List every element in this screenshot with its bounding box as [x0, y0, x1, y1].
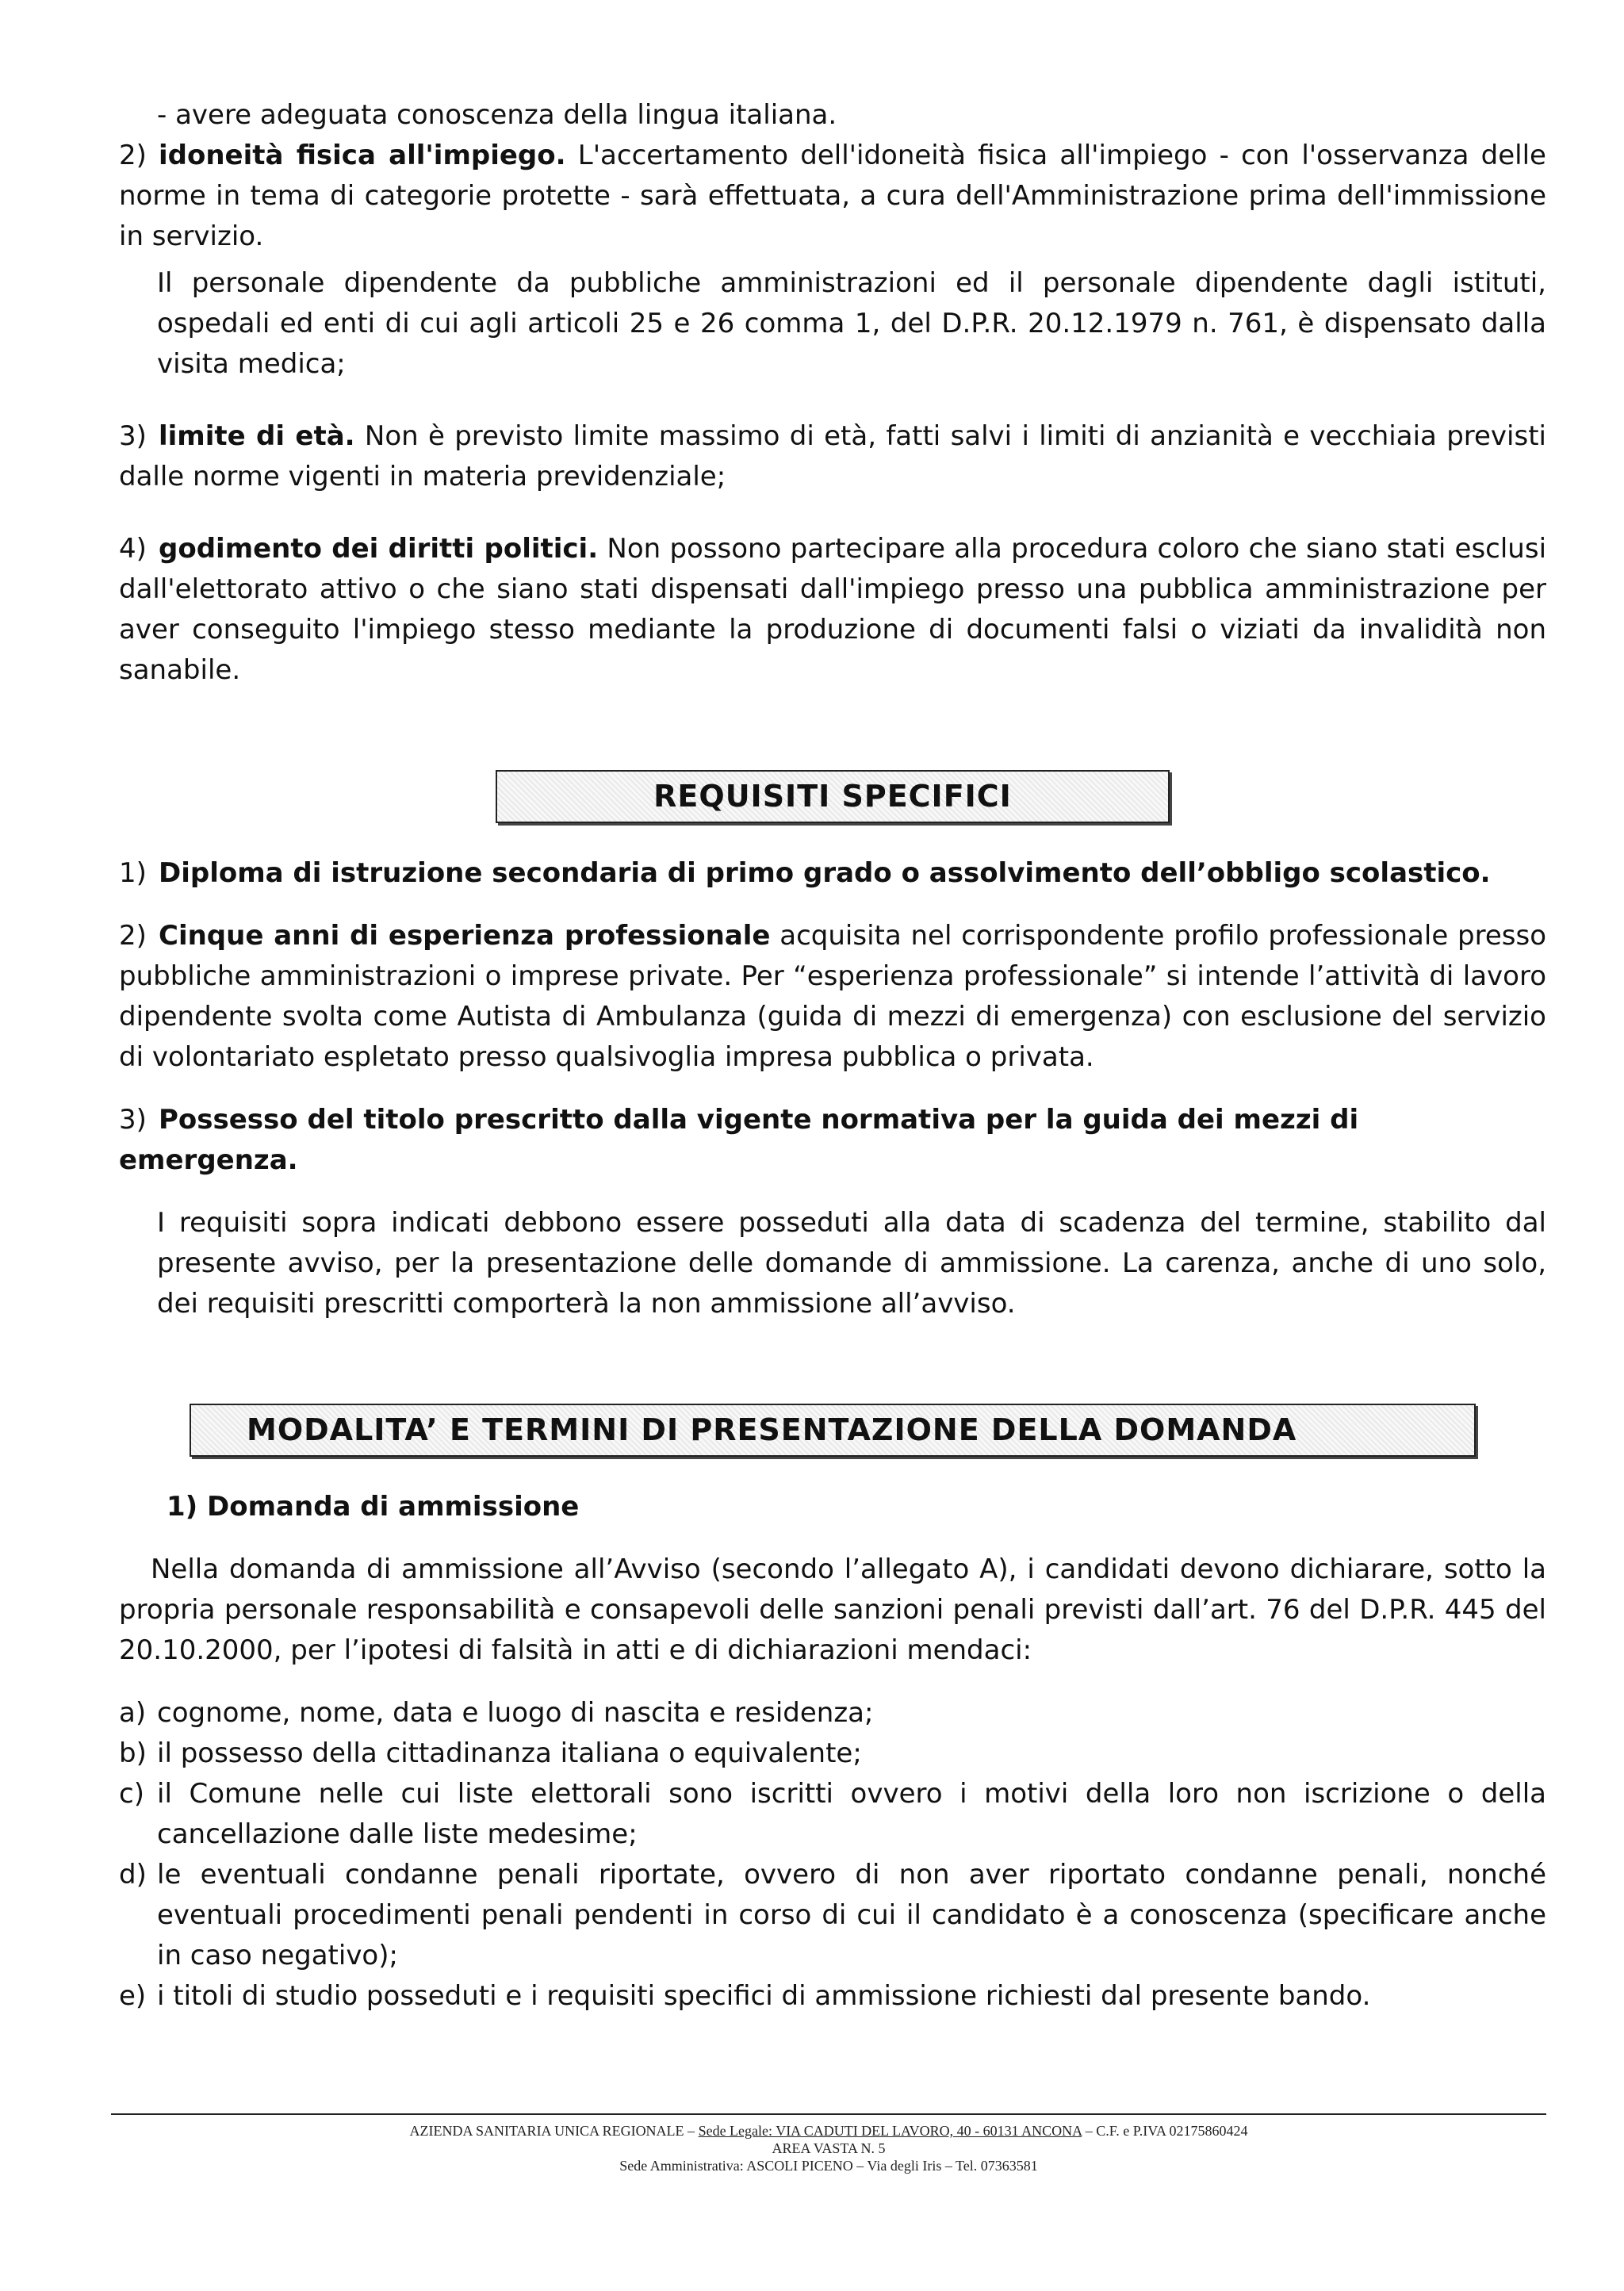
- specific-item-1: [119, 853, 1546, 894]
- item-text: L'accertamento dell'idoneità fisica all'impiego - con l'osservanza delle norme in tema di categorie protette - sarà effettuata, a cura dell'Amministrazione prima dell'immissione in servizio.: [119, 140, 1546, 252]
- footer-line-3: Sede Amministrativa: ASCOLI PICENO – Via degli Iris – Tel. 07363581: [619, 2158, 1038, 2174]
- general-item-3: [119, 416, 1546, 497]
- footer-legal-address: Sede Legale: VIA CADUTI DEL LAVORO, 40 - 60131 ANCONA: [698, 2123, 1082, 2139]
- item-title: limite di età.: [159, 420, 355, 452]
- list-item-label: c): [119, 1778, 144, 1810]
- list-item: [119, 1693, 1546, 1734]
- general-item-2: [119, 136, 1546, 257]
- domanda-intro: Nella domanda di ammissione all’Avviso (secondo l’allegato A), i candidati devono dichiarare, sotto la propria personale responsabilità e consapevoli delle sanzioni penali previsti dall’art. 76 del D.P.R. 445 del 20.10.2000, per l’ipotesi di falsità in atti e di dichiarazioni mendaci:: [119, 1554, 1546, 1666]
- section-banner-requisiti-specifici: REQUISITI SPECIFICI: [496, 770, 1170, 823]
- footer-line-1: [111, 2122, 1546, 2140]
- list-item-text: i titoli di studio posseduti e i requisiti specifici di ammissione richiesti dal presente bando.: [157, 1980, 1371, 2012]
- requisiti-note: I requisiti sopra indicati debbono essere posseduti alla data di scadenza del termine, stabilito dal presente avviso, per la presentazione delle domande di ammissione. La carenza, anche di uno solo, dei requisiti prescritti comporterà la non ammissione all’avviso.: [157, 1207, 1546, 1320]
- item-title: godimento dei diritti politici.: [159, 533, 599, 565]
- footer-org: AZIENDA SANITARIA UNICA REGIONALE –: [409, 2123, 699, 2139]
- list-item-text: le eventuali condanne penali riportate, ovvero di non aver riportato condanne penali, nonché eventuali procedimenti penali pendenti in corso di cui il candidato è a conoscenza (specificare anche in caso negativo);: [157, 1859, 1546, 1971]
- banner-modalita-wrap: [119, 1404, 1546, 1457]
- footer-line-2: AREA VASTA N. 5: [772, 2140, 886, 2156]
- list-item-text: il possesso della cittadinanza italiana o equivalente;: [157, 1737, 862, 1769]
- intro-line: - avere adeguata conoscenza della lingua italiana.: [157, 99, 837, 131]
- item-number: 3): [119, 1104, 147, 1136]
- item-text: Non è previsto limite massimo di età, fatti salvi i limiti di anzianità e vecchiaia previsti dalle norme vigenti in materia previdenziale;: [119, 420, 1546, 492]
- item-number: 4): [119, 533, 147, 565]
- footer-divider: [111, 2113, 1546, 2115]
- declarations-list: [119, 1693, 1546, 2017]
- domanda-heading: 1) Domanda di ammissione: [167, 1491, 580, 1523]
- document-page: [119, 95, 1546, 2017]
- item-title: idoneità fisica all'impiego.: [159, 140, 566, 171]
- general-item-4: [119, 529, 1546, 691]
- general-item-2-extra: Il personale dipendente da pubbliche amministrazioni ed il personale dipendente dagli istituti, ospedali ed enti di cui agli articoli 25 e 26 comma 1, del D.P.R. 20.12.1979 n. 761, è dispensato dalla visita medica;: [157, 267, 1546, 380]
- item-title: Possesso del titolo prescritto dalla vigente normativa per la guida dei mezzi di emergenza.: [119, 1104, 1359, 1176]
- page-footer: [111, 2122, 1546, 2174]
- banner-requisiti-wrap: [119, 770, 1546, 823]
- specific-item-2: [119, 916, 1546, 1078]
- footer-vat: – C.F. e P.IVA 02175860424: [1082, 2123, 1248, 2139]
- list-item: [119, 1774, 1546, 1855]
- item-title: Cinque anni di esperienza professionale: [159, 920, 771, 952]
- list-item-label: a): [119, 1697, 147, 1729]
- item-number: 3): [119, 420, 147, 452]
- item-title: Diploma di istruzione secondaria di primo grado o assolvimento dell’obbligo scolastico.: [159, 857, 1491, 889]
- item-number: 2): [119, 920, 147, 952]
- list-item: [119, 1976, 1546, 2017]
- list-item-label: e): [119, 1980, 147, 2012]
- section-banner-modalita: MODALITA’ E TERMINI DI PRESENTAZIONE DELLA DOMANDA: [190, 1404, 1476, 1457]
- specific-item-3: [119, 1100, 1546, 1181]
- item-number: 2): [119, 140, 147, 171]
- list-item: [119, 1734, 1546, 1774]
- item-number: 1): [119, 857, 147, 889]
- item-text: acquisita nel corrispondente profilo professionale presso pubbliche amministrazioni o imprese private. Per “esperienza professionale” si intende l’attività di lavoro dipendente svolta come Autista di Ambulanza (guida di mezzi di emergenza) con esclusione del servizio di volontariato espletato presso qualsivoglia impresa pubblica o privata.: [119, 920, 1546, 1073]
- item-text: Non possono partecipare alla procedura coloro che siano stati esclusi dall'elettorato attivo o che siano stati dispensati dall'impiego presso una pubblica amministrazione per aver conseguito l'impiego stesso mediante la produzione di documenti falsi o viziati da invalidità non sanabile.: [119, 533, 1547, 686]
- list-item: [119, 1855, 1546, 1976]
- list-item-text: il Comune nelle cui liste elettorali sono iscritti ovvero i motivi della loro non iscrizione o della cancellazione dalle liste medesime;: [157, 1778, 1546, 1850]
- list-item-label: b): [119, 1737, 147, 1769]
- list-item-label: d): [119, 1859, 147, 1891]
- list-item-text: cognome, nome, data e luogo di nascita e residenza;: [157, 1697, 874, 1729]
